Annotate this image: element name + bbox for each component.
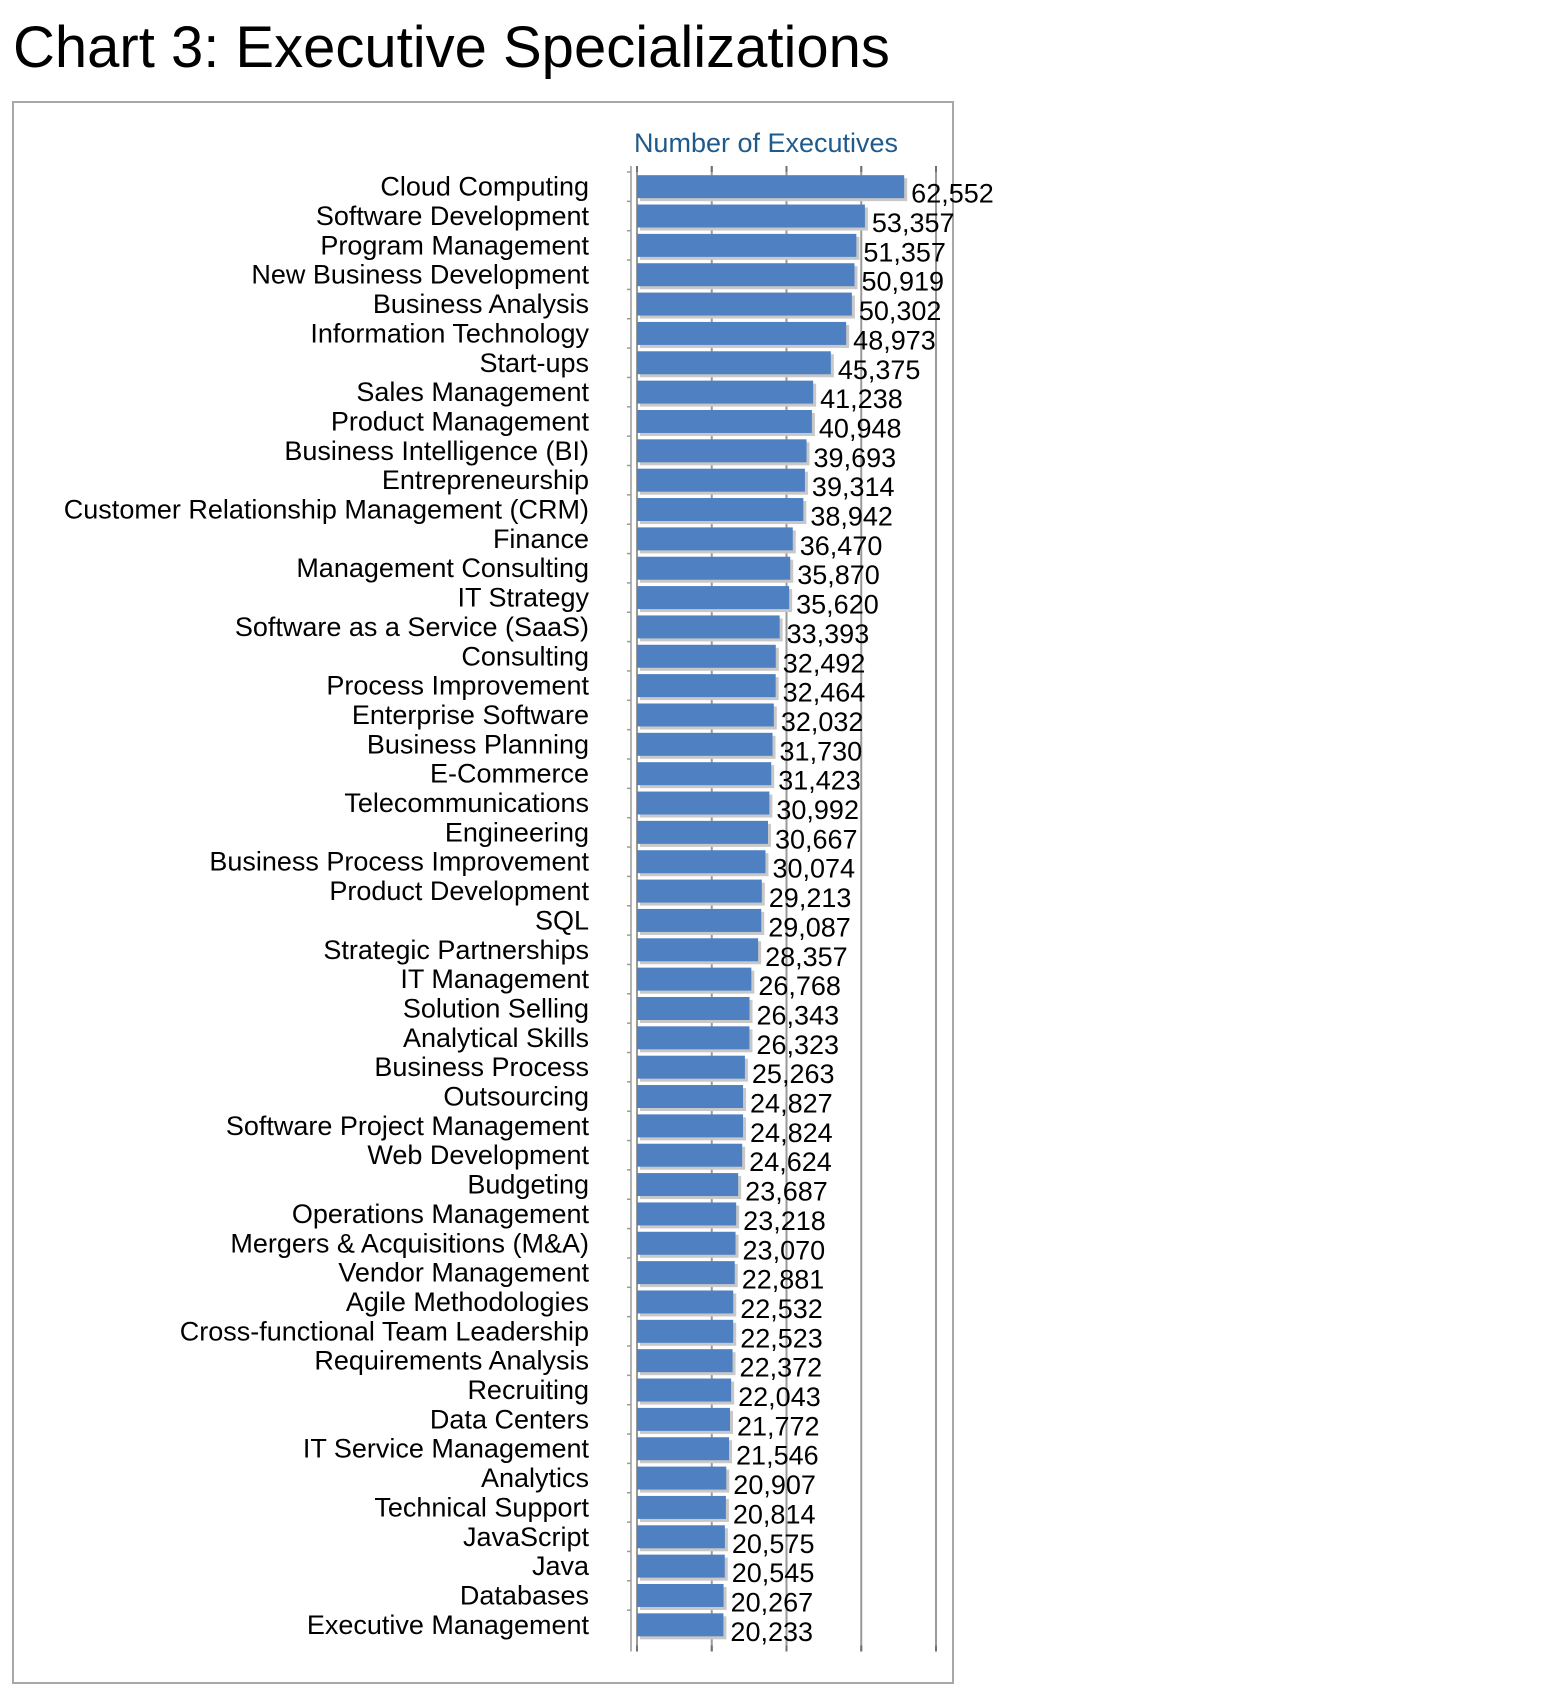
bar xyxy=(637,1408,730,1431)
value-label: 31,423 xyxy=(778,765,861,796)
category-label: Strategic Partnerships xyxy=(323,934,589,965)
bar xyxy=(637,674,776,697)
value-label: 50,919 xyxy=(861,266,945,297)
bar xyxy=(637,381,813,404)
bar xyxy=(637,1202,736,1225)
bar xyxy=(637,1056,745,1079)
bar xyxy=(637,205,865,228)
bar xyxy=(637,703,774,726)
value-label: 20,233 xyxy=(730,1616,814,1647)
bar xyxy=(637,762,771,785)
bar xyxy=(637,234,856,257)
category-label: Executive Management xyxy=(306,1609,589,1640)
category-label: Finance xyxy=(492,523,589,554)
bar xyxy=(637,1232,736,1255)
category-label: Web Development xyxy=(367,1140,589,1171)
category-label: Requirements Analysis xyxy=(314,1345,589,1376)
bar xyxy=(637,410,812,433)
value-label: 30,667 xyxy=(774,824,858,855)
category-label: Software Project Management xyxy=(225,1110,589,1141)
category-label: SQL xyxy=(534,905,589,936)
category-label: Java xyxy=(531,1551,589,1582)
bar xyxy=(637,322,846,345)
value-label: 20,267 xyxy=(730,1587,814,1618)
bar xyxy=(637,498,803,521)
bar xyxy=(637,351,831,374)
category-label: Engineering xyxy=(444,817,589,848)
category-label: Entrepreneurship xyxy=(381,465,589,496)
bar xyxy=(637,1584,724,1607)
value-label: 51,357 xyxy=(863,237,946,268)
category-label: Technical Support xyxy=(374,1492,589,1523)
value-label: 29,213 xyxy=(768,883,852,914)
category-label: Process Improvement xyxy=(326,670,589,701)
category-label: Business Process xyxy=(374,1052,589,1083)
bar xyxy=(637,263,854,286)
value-label: 20,545 xyxy=(731,1558,815,1589)
bar xyxy=(637,1085,743,1108)
category-label: Business Planning xyxy=(366,729,589,760)
category-label: IT Strategy xyxy=(457,582,589,613)
value-label: 39,693 xyxy=(813,442,897,473)
value-label: 21,546 xyxy=(736,1440,819,1471)
value-label: 25,263 xyxy=(751,1059,835,1090)
category-label: Customer Relationship Management (CRM) xyxy=(63,494,589,525)
value-label: 39,314 xyxy=(811,472,895,503)
value-label: 32,464 xyxy=(782,677,866,708)
value-label: 22,372 xyxy=(739,1352,823,1383)
bar xyxy=(637,1114,743,1137)
category-label: Product Management xyxy=(330,406,589,437)
bar-chart xyxy=(14,103,994,1682)
value-label: 20,907 xyxy=(733,1470,816,1501)
value-label: 21,772 xyxy=(736,1411,820,1442)
bar xyxy=(637,469,805,492)
value-label: 24,624 xyxy=(749,1147,832,1178)
bar xyxy=(637,1320,733,1343)
category-label: Telecommunications xyxy=(344,788,589,819)
value-label: 45,375 xyxy=(837,354,921,385)
chart-frame xyxy=(12,101,994,1684)
bar xyxy=(637,645,776,668)
bar xyxy=(637,1467,726,1490)
bar xyxy=(637,1437,729,1460)
x-axis-title: Number of Executives xyxy=(633,128,899,158)
value-label: 23,687 xyxy=(745,1176,828,1207)
value-label: 20,575 xyxy=(731,1528,815,1559)
bar xyxy=(637,586,789,609)
category-label: Vendor Management xyxy=(338,1257,589,1288)
bar xyxy=(637,968,751,991)
value-label: 35,620 xyxy=(796,589,879,620)
value-label: 26,343 xyxy=(756,1000,840,1031)
bar xyxy=(637,850,765,873)
category-label: Program Management xyxy=(320,230,589,261)
value-label: 33,393 xyxy=(786,618,870,649)
value-label: 22,523 xyxy=(740,1323,823,1354)
value-label: 26,323 xyxy=(756,1029,840,1060)
bar xyxy=(637,1173,738,1196)
bar xyxy=(637,1555,725,1578)
value-label: 35,870 xyxy=(797,560,880,591)
category-label: IT Service Management xyxy=(302,1433,589,1464)
page-title: Chart 3: Executive Specializations xyxy=(13,15,890,80)
bar xyxy=(637,1144,742,1167)
value-label: 24,824 xyxy=(750,1117,833,1148)
bar xyxy=(637,880,762,903)
bar xyxy=(637,175,904,198)
category-label: Cross-functional Team Leadership xyxy=(179,1316,589,1347)
value-label: 48,973 xyxy=(853,325,936,356)
category-label: Business Analysis xyxy=(372,289,589,320)
category-label: Data Centers xyxy=(429,1404,589,1435)
value-label: 38,942 xyxy=(810,501,893,532)
value-label: 30,074 xyxy=(772,853,856,884)
category-label: Management Consulting xyxy=(296,553,589,584)
bar xyxy=(637,527,793,550)
category-label: E-Commerce xyxy=(429,758,589,789)
value-label: 22,043 xyxy=(738,1382,821,1413)
bar xyxy=(637,615,780,638)
bar xyxy=(637,293,852,316)
category-label: Mergers & Acquisitions (M&A) xyxy=(230,1228,589,1259)
category-label: Enterprise Software xyxy=(351,699,589,730)
category-label: IT Management xyxy=(400,964,589,995)
category-label: JavaScript xyxy=(462,1521,589,1552)
value-label: 62,552 xyxy=(911,178,994,209)
bar xyxy=(637,733,773,756)
value-label: 28,357 xyxy=(765,941,848,972)
value-label: 36,470 xyxy=(799,530,883,561)
category-label: Budgeting xyxy=(467,1169,589,1200)
value-label: 26,768 xyxy=(758,971,841,1002)
labels-layer xyxy=(64,172,994,1647)
bar xyxy=(637,439,807,462)
category-label: Consulting xyxy=(461,641,589,672)
value-label: 41,238 xyxy=(820,384,903,415)
category-label: Outsourcing xyxy=(443,1081,589,1112)
bar xyxy=(637,938,758,961)
category-label: Start-ups xyxy=(479,347,589,378)
category-label: Analytical Skills xyxy=(402,1022,589,1053)
value-label: 40,948 xyxy=(818,413,902,444)
bar xyxy=(637,997,750,1020)
category-label: Operations Management xyxy=(291,1198,589,1229)
bar xyxy=(637,1026,749,1049)
value-label: 32,032 xyxy=(780,706,864,737)
bar xyxy=(637,557,790,580)
category-label: Analytics xyxy=(480,1463,589,1494)
bar xyxy=(637,792,769,815)
value-label: 24,827 xyxy=(750,1088,833,1119)
category-label: Business Intelligence (BI) xyxy=(284,435,589,466)
bar xyxy=(637,1525,725,1548)
bar xyxy=(637,1349,733,1372)
value-label: 31,730 xyxy=(779,736,863,767)
value-label: 20,814 xyxy=(732,1499,816,1530)
category-label: Product Development xyxy=(329,876,589,907)
bar xyxy=(637,909,761,932)
category-label: Solution Selling xyxy=(402,993,589,1024)
value-label: 32,492 xyxy=(782,648,866,679)
value-label: 22,532 xyxy=(740,1293,823,1324)
bar xyxy=(637,1613,723,1636)
category-label: Agile Methodologies xyxy=(345,1286,589,1317)
category-label: Information Technology xyxy=(310,318,589,349)
value-label: 30,992 xyxy=(776,795,859,826)
value-label: 23,218 xyxy=(743,1205,826,1236)
category-label: Business Process Improvement xyxy=(209,846,589,877)
category-label: New Business Development xyxy=(251,259,589,290)
category-label: Cloud Computing xyxy=(380,171,589,202)
bar xyxy=(637,1379,731,1402)
bar xyxy=(637,1496,726,1519)
category-label: Software as a Service (SaaS) xyxy=(234,611,589,642)
category-label: Databases xyxy=(459,1580,589,1611)
bar xyxy=(637,1261,735,1284)
bar xyxy=(637,1290,733,1313)
category-label: Software Development xyxy=(315,201,589,232)
value-label: 50,302 xyxy=(858,296,942,327)
category-label: Recruiting xyxy=(467,1375,589,1406)
bar xyxy=(637,821,768,844)
value-label: 53,357 xyxy=(871,208,955,239)
value-label: 29,087 xyxy=(768,912,851,943)
value-label: 23,070 xyxy=(742,1235,826,1266)
category-label: Sales Management xyxy=(356,377,589,408)
value-label: 22,881 xyxy=(741,1264,825,1295)
